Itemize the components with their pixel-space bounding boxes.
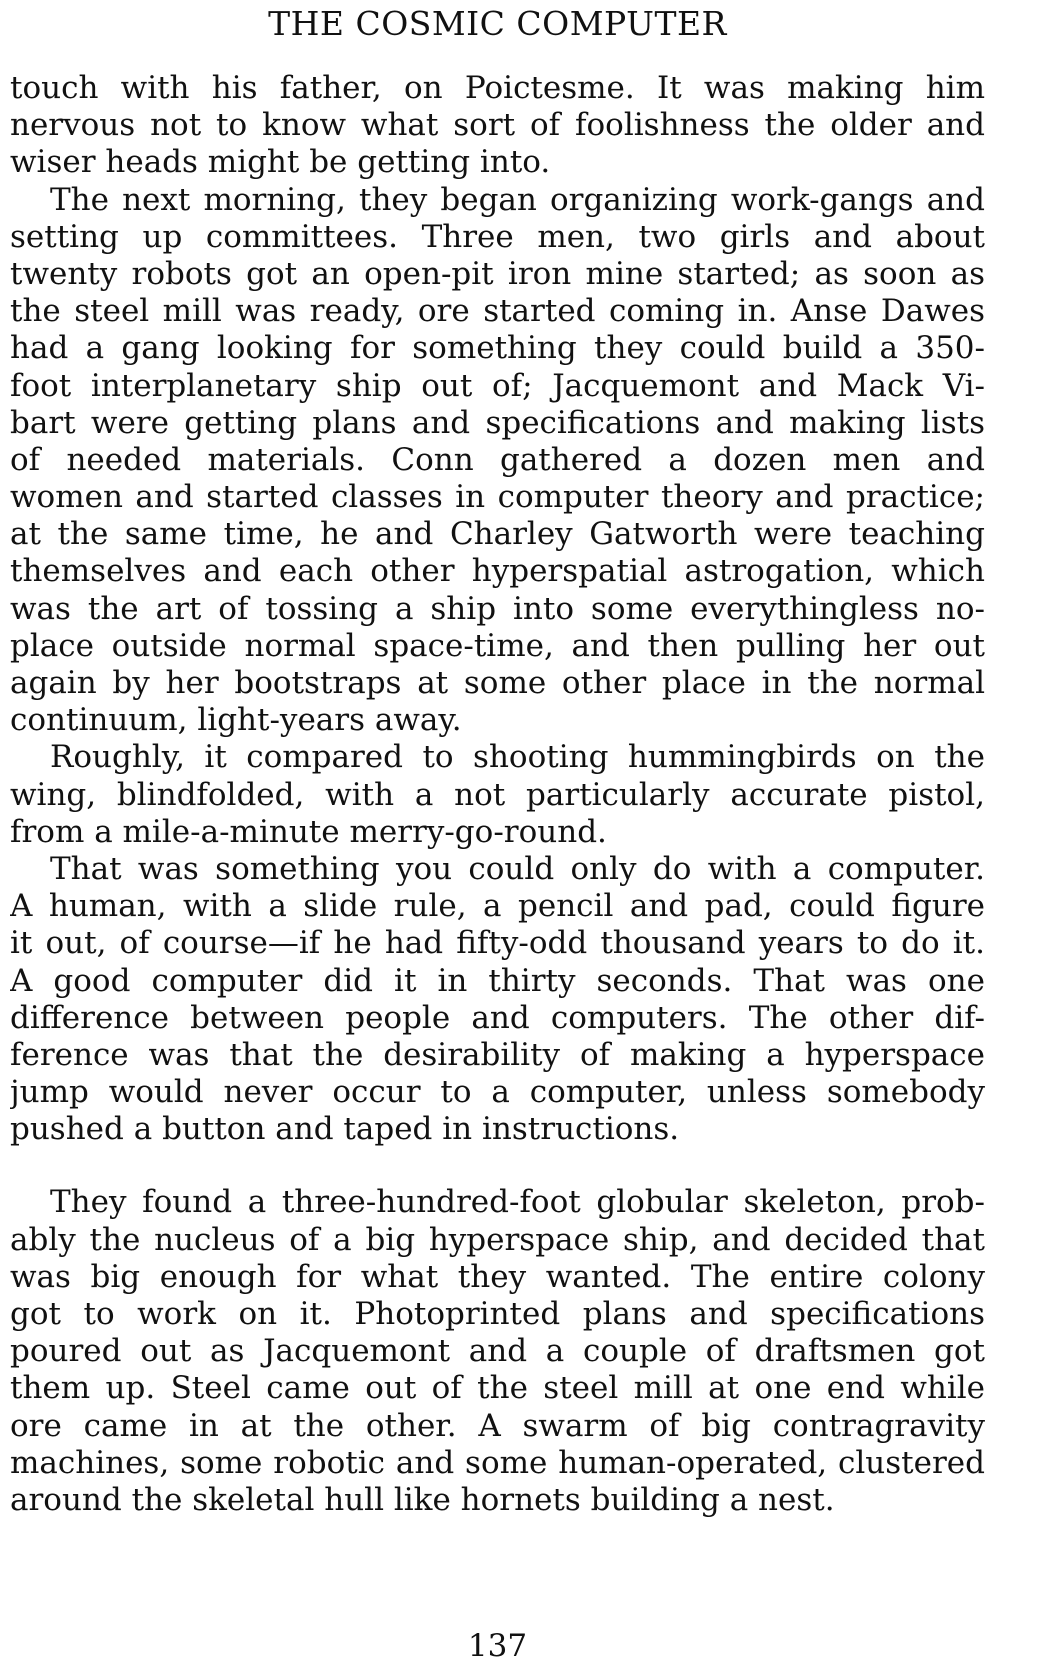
text-line: the steel mill was ready, ore started coming in. Anse Dawes: [10, 293, 985, 330]
text-line: ference was that the desirability of making a hyperspace: [10, 1036, 985, 1073]
text-line: ably the nucleus of a big hyperspace ship, and decided that: [10, 1221, 985, 1258]
paragraph: [10, 851, 985, 1149]
text-line: machines, some robotic and some human-operated, clustered: [10, 1444, 985, 1481]
text-line: was big enough for what they wanted. The entire colony: [10, 1258, 985, 1295]
text-line: around the skeletal hull like hornets building a nest.: [10, 1481, 835, 1518]
text-line: poured out as Jacquemont and a couple of draftsmen got: [10, 1333, 985, 1370]
text-line: That was something you could only do with a computer.: [50, 850, 985, 887]
paragraph: [10, 1184, 985, 1519]
text-line: foot interplanetary ship out of; Jacquemont and Mack Vi-: [10, 367, 985, 404]
text-line: nervous not to know what sort of foolishness the older and: [10, 107, 985, 144]
text-line: at the same time, he and Charley Gatworth were teaching: [10, 516, 985, 553]
body-text: [10, 70, 985, 1519]
text-line: continuum, light-years away.: [10, 702, 462, 739]
text-line: it out, of course—if he had fifty-odd thousand years to do it.: [10, 925, 985, 962]
text-line: A human, with a slide rule, a pencil and pad, could figure: [10, 888, 985, 925]
text-line: touch with his father, on Poictesme. It was making him: [10, 70, 985, 106]
text-line: A good computer did it in thirty seconds. That was one: [10, 962, 985, 999]
text-line: The next morning, they began organizing work-gangs and: [50, 181, 985, 218]
paragraph: [10, 739, 985, 851]
text-line: wiser heads might be getting into.: [10, 144, 551, 181]
paragraph: [10, 182, 985, 740]
text-line: of needed materials. Conn gathered a dozen men and: [10, 441, 985, 478]
text-line: bart were getting plans and specifications and making lists: [10, 404, 985, 441]
text-line: place outside normal space-time, and then pulling her out: [10, 627, 985, 664]
text-line: difference between people and computers. The other dif-: [10, 999, 985, 1036]
text-line: them up. Steel came out of the steel mill at one end while: [10, 1370, 985, 1407]
text-line: themselves and each other hyperspatial astrogation, which: [10, 553, 985, 590]
text-line: from a mile-a-minute merry-go-round.: [10, 813, 607, 850]
text-line: had a gang looking for something they could build a 350-: [10, 330, 985, 367]
text-line: ore came in at the other. A swarm of big contragravity: [10, 1407, 985, 1444]
book-page: [10, 0, 985, 1678]
page-number: 137: [467, 1628, 528, 1664]
text-line: women and started classes in computer theory and practice;: [10, 479, 985, 516]
text-line: Roughly, it compared to shooting hummingbirds on the: [50, 739, 985, 776]
text-line: twenty robots got an open-pit iron mine started; as soon as: [10, 255, 985, 292]
text-line: got to work on it. Photoprinted plans and specifications: [10, 1296, 985, 1332]
paragraph: [10, 70, 985, 182]
text-line: setting up committees. Three men, two girls and about: [10, 218, 985, 255]
text-line: was the art of tossing a ship into some everythingless no-: [10, 590, 985, 627]
text-line: pushed a button and taped in instructions.: [10, 1111, 680, 1148]
section-break: [10, 1148, 985, 1184]
running-head: THE COSMIC COMPUTER: [268, 4, 727, 43]
text-line: wing, blindfolded, with a not particularly accurate pistol,: [10, 776, 985, 813]
text-line: jump would never occur to a computer, unless somebody: [10, 1074, 985, 1111]
text-line: again by her bootstraps at some other place in the normal: [10, 665, 985, 701]
text-line: They found a three-hundred-foot globular skeleton, prob-: [50, 1184, 985, 1221]
